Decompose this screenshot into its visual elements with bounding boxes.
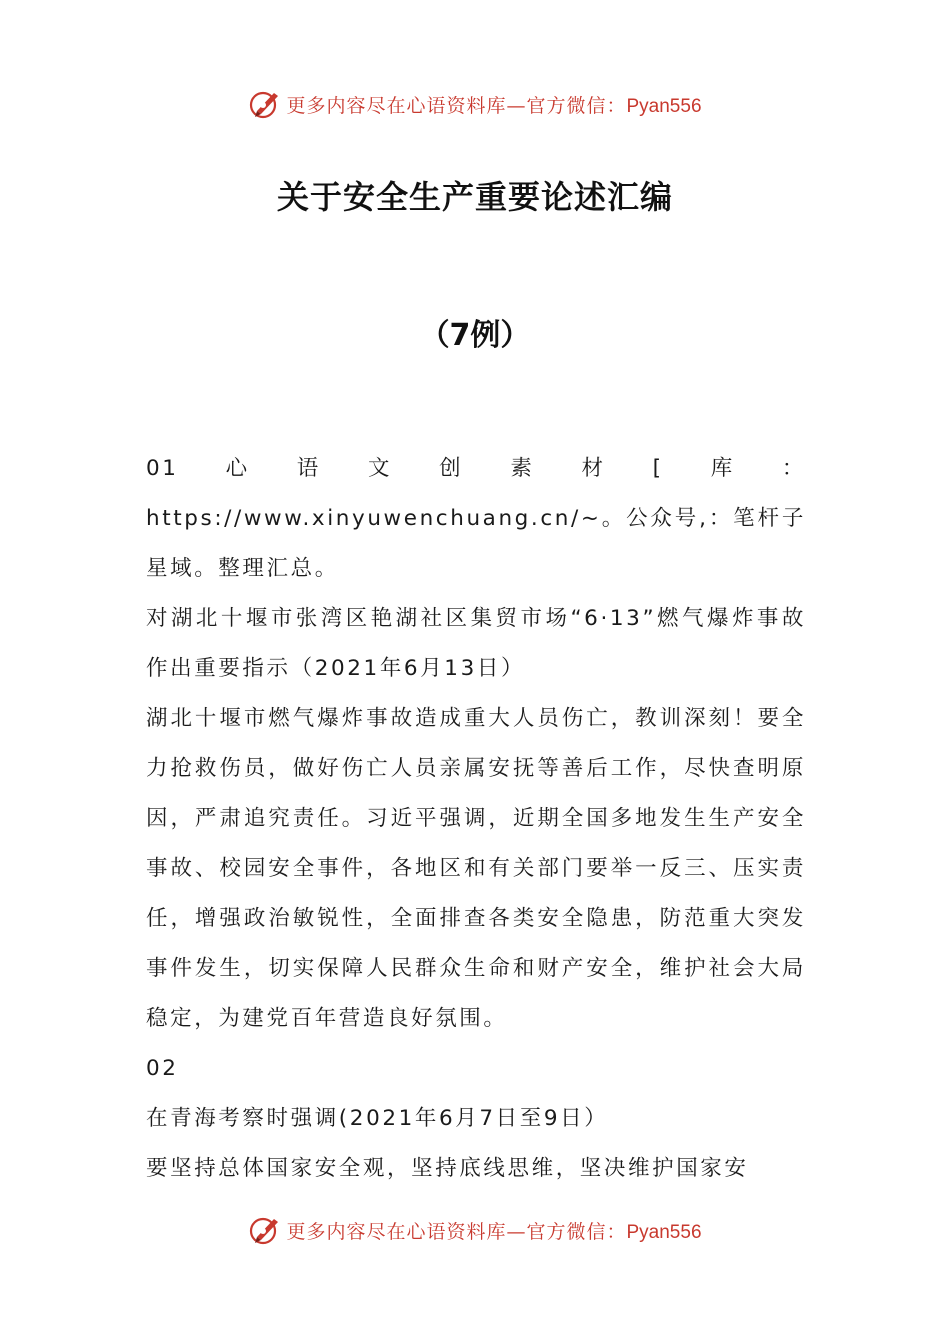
watermark-header [0,84,950,124]
paragraph: 湖北十堰市燃气爆炸事故造成重大人员伤亡，教训深刻！要全力抢救伤员，做好伤亡人员亲属安抚等善后工作，尽快查明原因，严肃追究责任。习近平强调，近期全国多地发生生产安全事故、校园安全事件，各地区和有关部门要举一反三、压实责任，增强政治敏锐性，全面排查各类安全隐患，防范重大突发事件发生，切实保障人民群众生命和财产安全，维护社会大局稳定，为建党百年营造良好氛围。 [146,706,806,1031]
watermark-text: 更多内容尽在心语资料库—官方微信：Pyan556 [286,94,702,117]
paragraph: 对湖北十堰市张湾区艳湖社区集贸市场“6·13”燃气爆炸事故作出重要指示（2021年6月13日） [146,606,806,681]
document-body [146,444,806,1194]
paragraph: 在青海考察时强调(2021年6月7日至9日） [146,1106,609,1131]
paragraph: 要坚持总体国家安全观，坚持底线思维，坚决维护国家安 [146,1156,749,1181]
pen-logo-icon [248,1213,282,1247]
watermark-footer [0,1210,950,1250]
paragraph: 02 [146,1056,179,1081]
pen-logo-icon [248,87,282,121]
document-subtitle: （7例） [419,318,531,353]
paragraph: 01心语文创素材[库：https://www.xinyuwenchuang.cn/~。公众号,：笔杆子星域。整理汇总。 [146,456,806,581]
watermark-text: 更多内容尽在心语资料库—官方微信：Pyan556 [286,1220,702,1243]
document-title: 关于安全生产重要论述汇编 [276,178,673,216]
